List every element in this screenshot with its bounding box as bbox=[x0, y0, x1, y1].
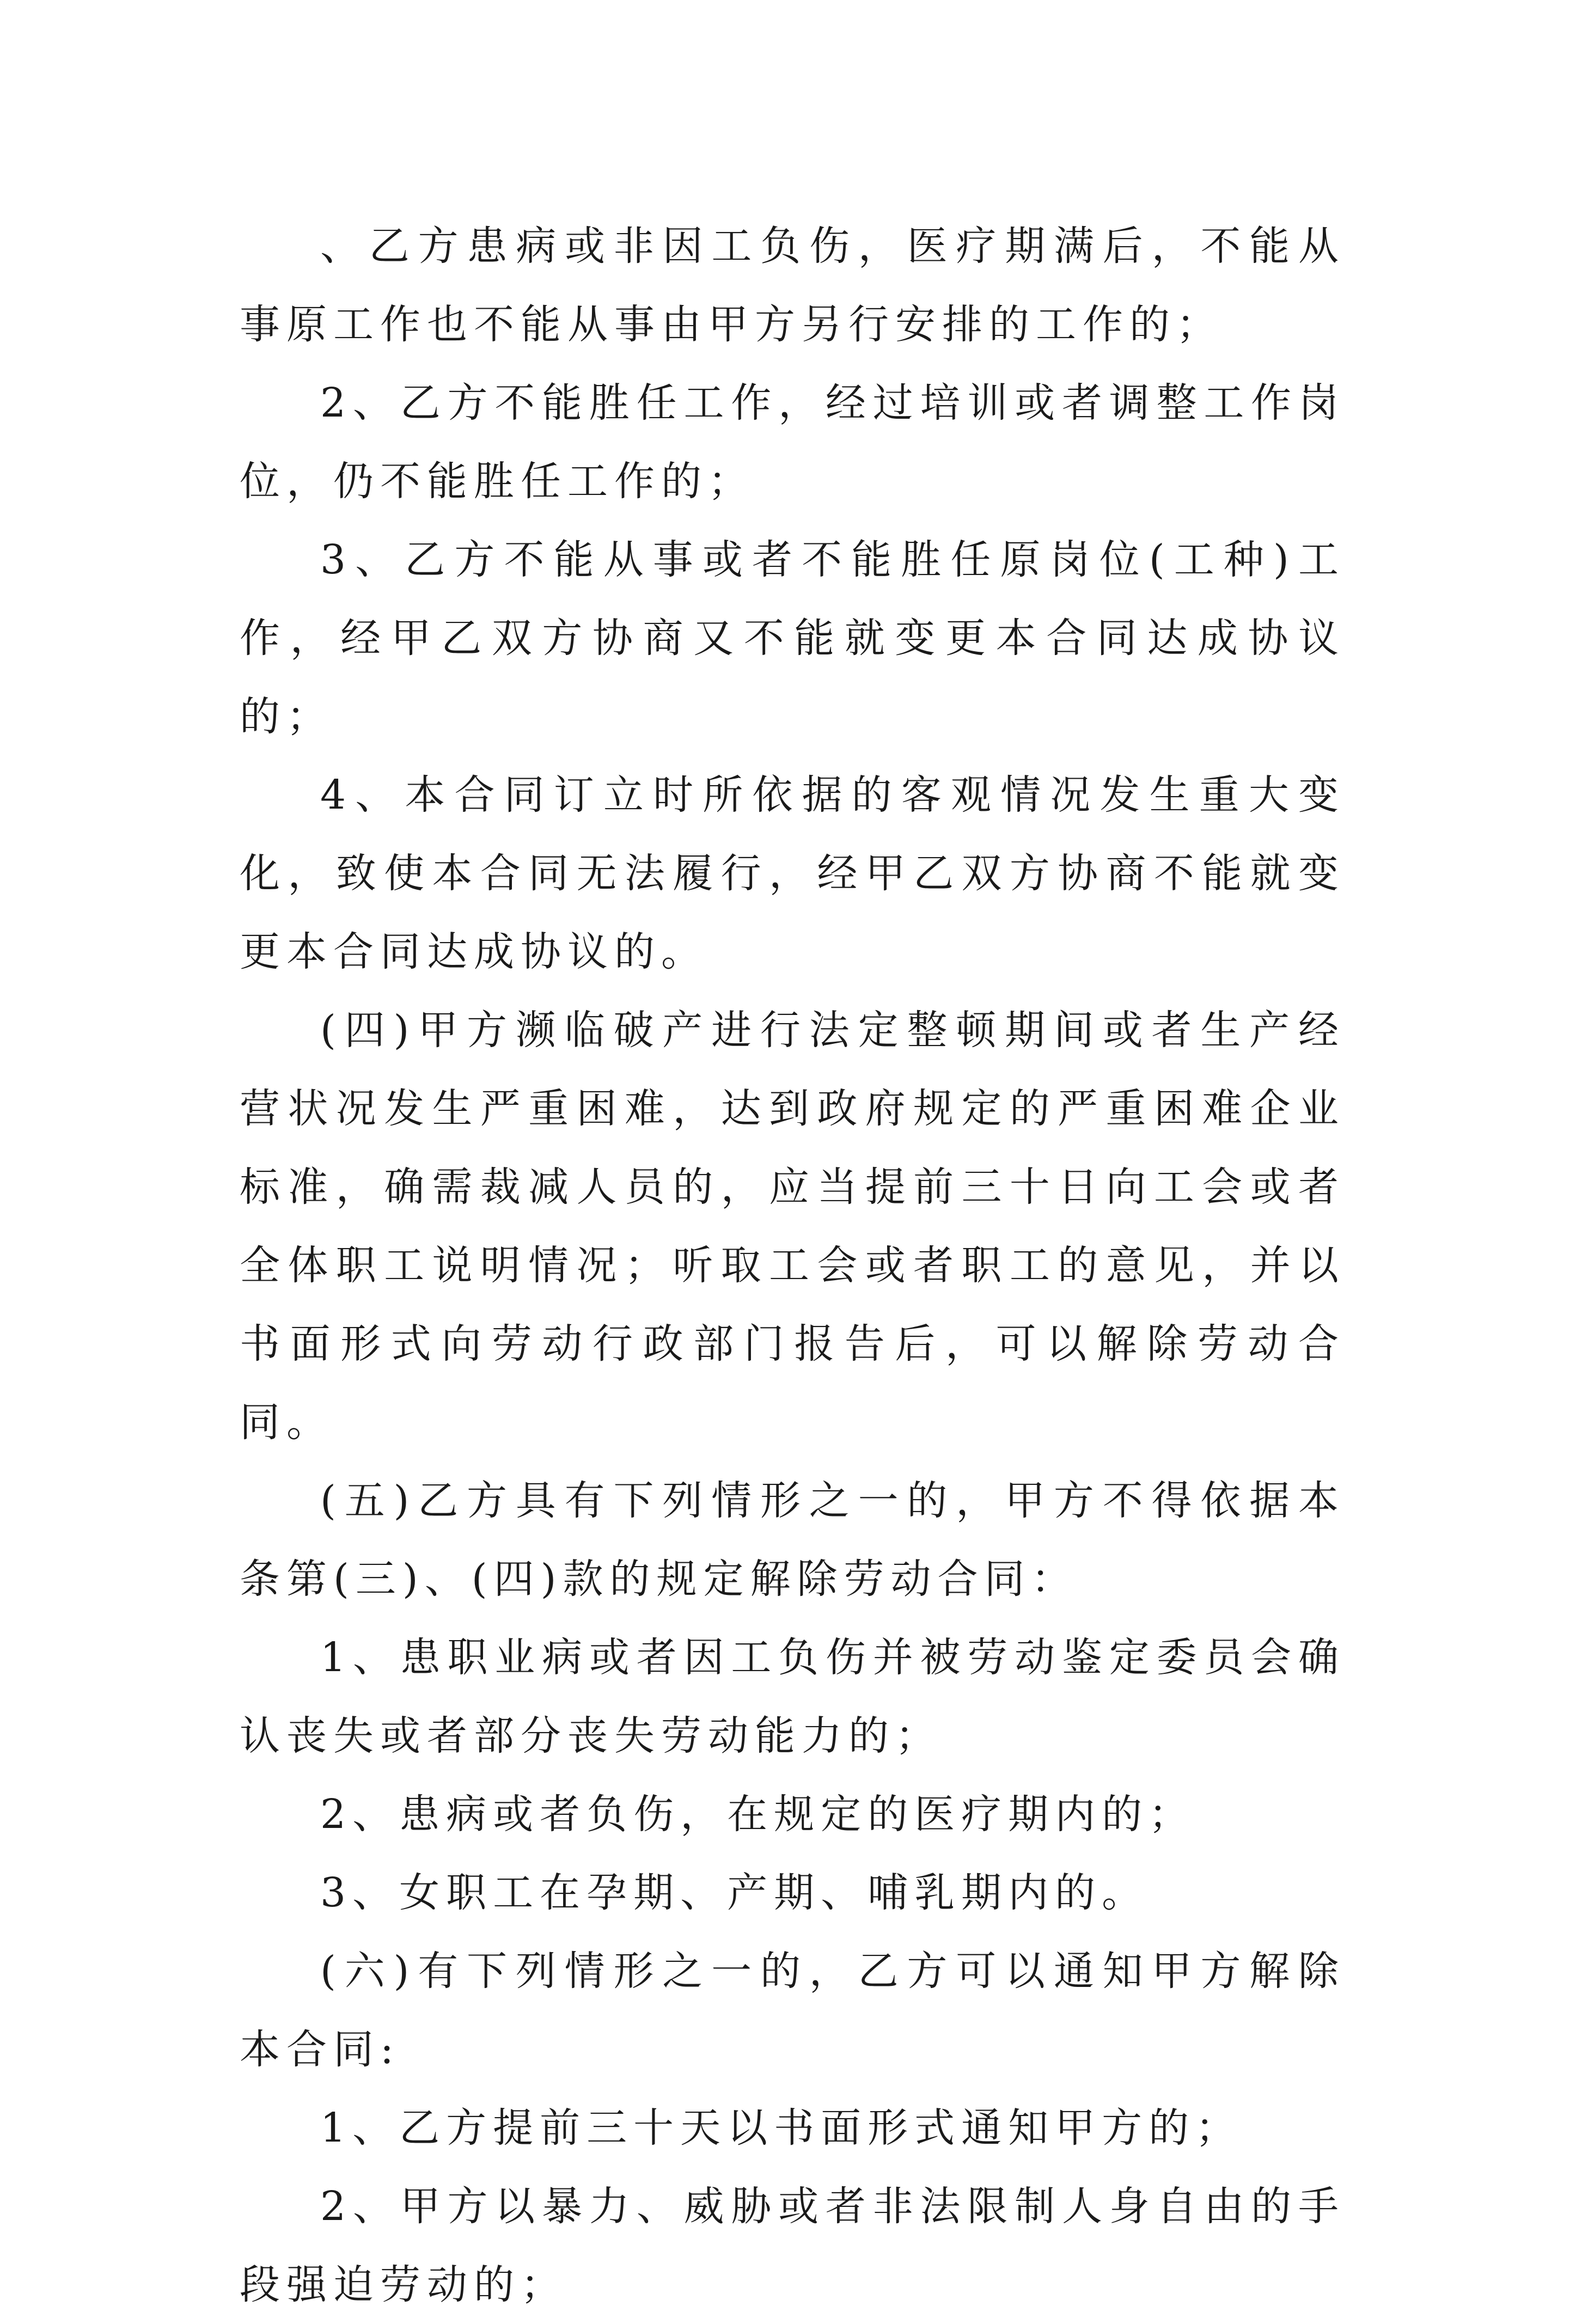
paragraph-occupational-disease: 1、患职业病或者因工负伤并被劳动鉴定委员会确认丧失或者部分丧失劳动能力的； bbox=[240, 1634, 1345, 1759]
paragraph-incompetent: 2、乙方不能胜任工作，经过培训或者调整工作岗位，仍不能胜任工作的； bbox=[240, 380, 1345, 505]
document-body bbox=[240, 207, 1345, 2324]
paragraph-section-six: (六)有下列情形之一的，乙方可以通知甲方解除本合同: bbox=[240, 1948, 1345, 2073]
paragraph-position-change: 3、乙方不能从事或者不能胜任原岗位(工种)工作，经甲乙双方协商又不能就变更本合同达成协议的； bbox=[240, 536, 1345, 740]
paragraph-forced-labor: 2、甲方以暴力、威胁或者非法限制人身自由的手段强迫劳动的； bbox=[240, 2183, 1345, 2308]
paragraph-section-five: (五)乙方具有下列情形之一的，甲方不得依据本条第(三)、(四)款的规定解除劳动合同： bbox=[240, 1477, 1345, 1603]
paragraph-sick-leave: 、乙方患病或非因工负伤，医疗期满后，不能从事原工作也不能从事由甲方另行安排的工作的； bbox=[240, 223, 1345, 348]
paragraph-notice-thirty-days: 1、乙方提前三十天以书面形式通知甲方的； bbox=[320, 2105, 1243, 2151]
paragraph-circumstance-change: 4、本合同订立时所依据的客观情况发生重大变化，致使本合同无法履行，经甲乙双方协商不能就变更本合同达成协议的。 bbox=[240, 772, 1345, 975]
paragraph-medical-period: 2、患病或者负伤，在规定的医疗期内的； bbox=[320, 1791, 1196, 1838]
paragraph-female-workers: 3、女职工在孕期、产期、哺乳期内的。 bbox=[320, 1869, 1149, 1916]
paragraph-section-four: (四)甲方濒临破产进行法定整顿期间或者生产经营状况发生严重困难，达到政府规定的严重困难企业标准，确需裁减人员的，应当提前三十日向工会或者全体职工说明情况；听取工会或者职工的意见，并以书面形式向劳动行政部门报告后，可以解除劳动合同。 bbox=[240, 1007, 1345, 1446]
